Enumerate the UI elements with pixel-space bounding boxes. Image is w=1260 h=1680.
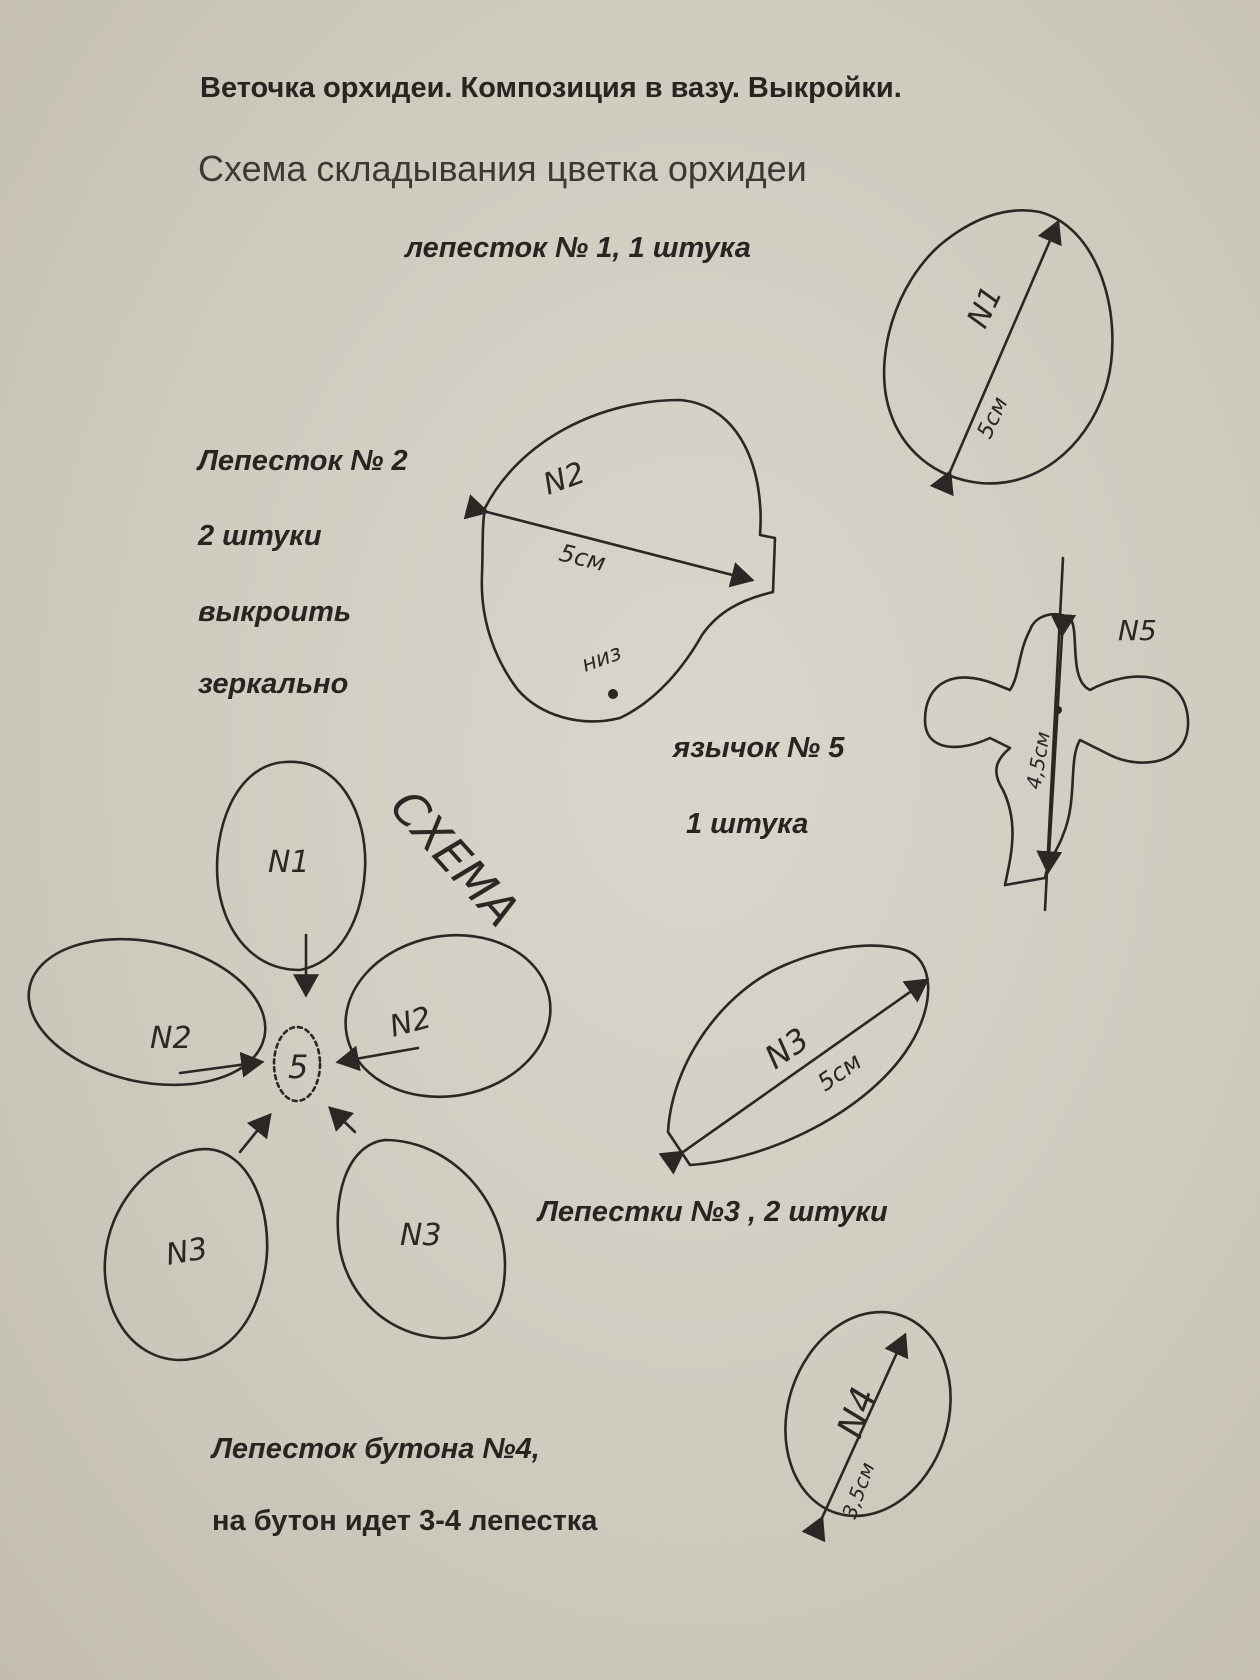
petal1-size-text: 5см [972,393,1014,443]
petal2-pattern [482,400,775,721]
scheme-arrow-n3-left [240,1115,270,1152]
petal1-outline [884,210,1112,483]
petal3-size-text: 5см [812,1047,867,1097]
lip5-pattern [925,558,1188,910]
petal2-label-line1: Лепесток № 2 [198,445,408,477]
petal2-outline [482,400,775,721]
scheme-arrow-n2-left [180,1062,262,1073]
scheme-petal-n2-right [333,919,564,1112]
lip5-size-text: 4,5см [1021,729,1055,791]
folding-scheme [15,762,563,1360]
petal2-size-text: 5см [556,538,609,578]
petal4-number: N4 [829,1382,886,1444]
petal3-pattern [668,946,928,1165]
petal1-size-arrow [950,222,1058,472]
scheme-n3-right-label: N3 [400,1218,442,1253]
scheme-title: СХЕМА [379,779,530,938]
bud-label-line1: Лепесток бутона №4, [212,1433,540,1465]
scheme-petal-n2-left [15,919,279,1106]
scheme-center-label: 5 [288,1048,309,1086]
petal2-number: N2 [538,455,590,503]
scheme-n1-label: N1 [268,845,310,880]
petal2-label-line2: 2 штуки [198,520,322,552]
petal2-label-line4: зеркально [198,668,349,700]
lip5-label-line2: 1 штука [686,808,809,840]
page-subtitle: Схема складывания цветка орхидеи [198,148,807,189]
petal3-label: Лепестки №3 , 2 штуки [538,1196,888,1228]
petal1-label: лепесток № 1, 1 штука [405,232,751,264]
scheme-arrow-n3-right [330,1108,355,1132]
petal1-number: N1 [960,280,1010,334]
petal2-bottom-dot [608,689,618,699]
petal4-size-text: 3,5см [837,1459,880,1522]
lip5-label-line1: язычок № 5 [673,732,845,764]
scheme-n2-left-label: N2 [150,1021,192,1056]
scheme-n2-right-label: N2 [386,1000,436,1045]
lip5-dot [1054,706,1062,714]
petal4-pattern [760,1290,976,1537]
petal2-size-arrow [487,512,752,580]
petal3-number: N3 [757,1020,816,1077]
petal2-label-line3: выкроить [198,596,352,628]
petal3-size-arrow [683,980,927,1152]
lip5-number: N5 [1118,614,1157,647]
bud-label-line2: на бутон идет 3-4 лепестка [212,1505,598,1537]
scheme-arrow-n2-right [338,1048,418,1062]
petal2-bottom-text: низ [578,640,626,678]
petal1-pattern [884,210,1112,483]
page-title: Веточка орхидеи. Композиция в вазу. Выкройки. [200,72,902,104]
scheme-n3-left-label: N3 [163,1231,211,1273]
